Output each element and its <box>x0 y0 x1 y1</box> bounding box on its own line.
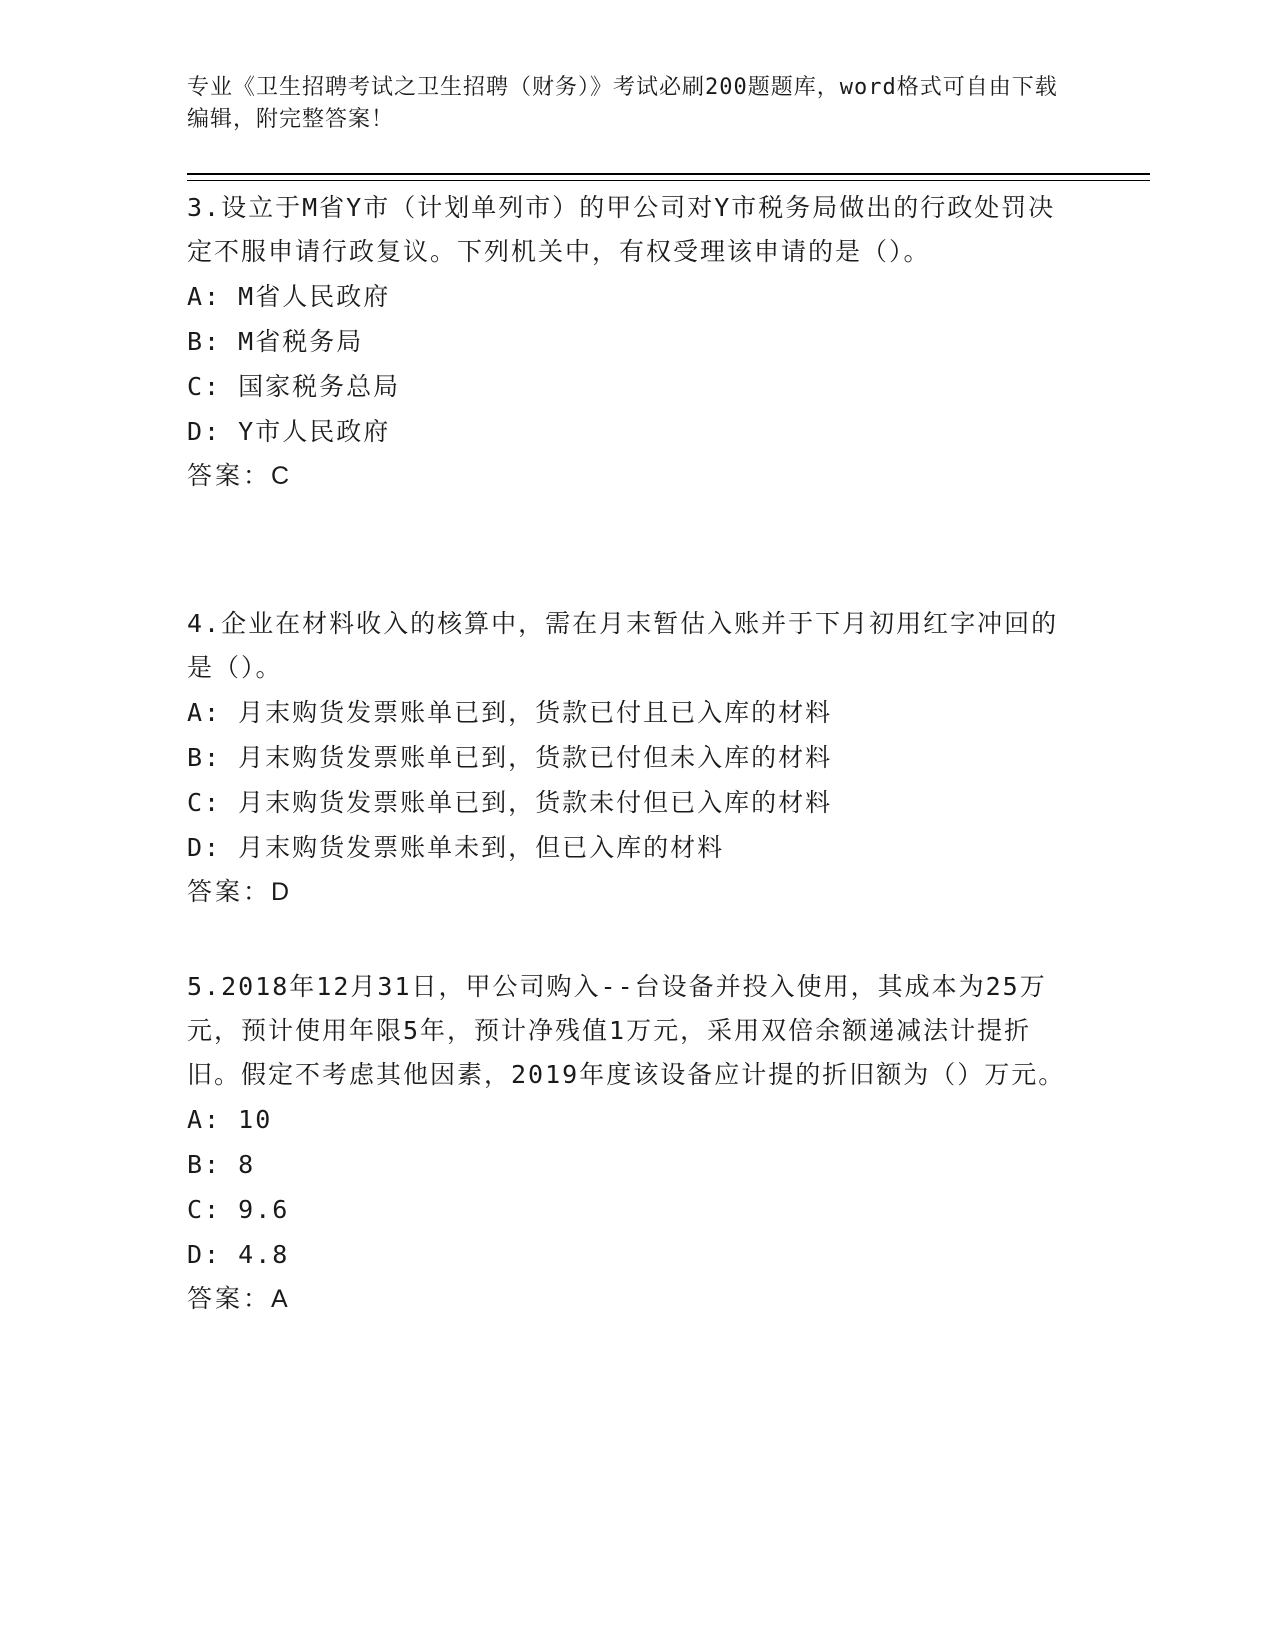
question-stem: 5.2018年12月31日，甲公司购入--台设备并投入使用，其成本为25万元，预计使用年限5年，预计净残值1万元，采用双倍余额递减法计提折旧。假定不考虑其他因素，2019年度该设备应计提的折旧额为（）万元。 <box>187 972 1066 1089</box>
answer: 答案：A <box>187 1285 291 1313</box>
option-a: A: M省人民政府 <box>187 282 391 311</box>
option-b: B: M省税务局 <box>187 327 364 356</box>
option-a: A: 月末购货发票账单已到，货款已付且已入库的材料 <box>187 698 833 727</box>
header-divider-thick <box>187 173 1150 175</box>
option-c: C: 9.6 <box>187 1195 290 1224</box>
option-d: D: 4.8 <box>187 1240 290 1269</box>
option-b: B: 8 <box>187 1150 256 1179</box>
option-d: D: Y市人民政府 <box>187 417 391 446</box>
document-header: 专业《卫生招聘考试之卫生招聘（财务）》考试必刷200题题库，word格式可自由下载编辑，附完整答案！ <box>187 75 1058 132</box>
option-d: D: 月末购货发票账单未到，但已入库的材料 <box>187 833 725 862</box>
option-c: C: 国家税务总局 <box>187 372 401 401</box>
option-a: A: 10 <box>187 1105 273 1134</box>
question-4 <box>187 602 1077 915</box>
question-3 <box>187 186 1077 499</box>
option-c: C: 月末购货发票账单已到，货款未付但已入库的材料 <box>187 788 833 817</box>
question-stem: 3.设立于M省Y市（计划单列市）的甲公司对Y市税务局做出的行政处罚决定不服申请行政复议。下列机关中，有权受理该申请的是（）。 <box>187 193 1056 266</box>
answer: 答案：C <box>187 462 293 490</box>
question-stem: 4.企业在材料收入的核算中，需在月末暂估入账并于下月初用红字冲回的是（）。 <box>187 609 1059 682</box>
question-5 <box>187 965 1077 1322</box>
answer: 答案：D <box>187 878 293 906</box>
header-divider-thin <box>187 180 1150 181</box>
option-b: B: 月末购货发票账单已到，货款已付但未入库的材料 <box>187 743 833 772</box>
